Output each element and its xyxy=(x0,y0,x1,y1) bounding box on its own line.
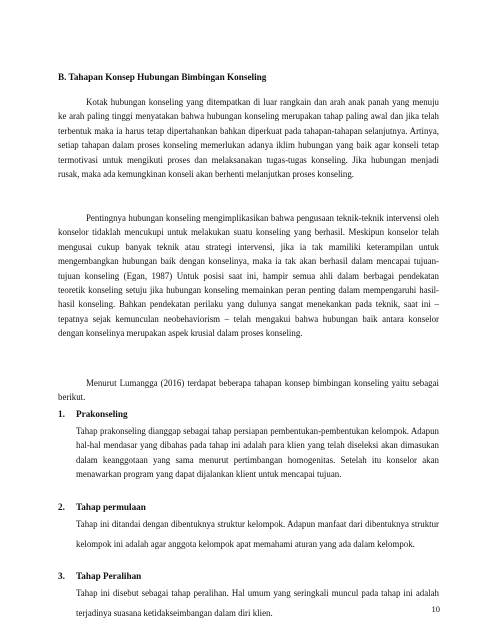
stage-text: Tahap prakonseling dianggap sebagai tahap persiapan pembentukan-pembentukan kelompok. Adapun hal-hal mendasar yang dibahas pada tahap ini adalah para klien yang telah diseleksi akan dimasukan dalam keanggotaan yang sama menurut pertimbangan homogenitas. Setelah itu konselor akan menawarkan program yang dapat dijalankan klient untuk mencapai tujuan. xyxy=(76,426,439,480)
section-heading: B. Tahapan Konsep Hubungan Bimbingan Konseling xyxy=(58,72,267,82)
stage-number: 1. xyxy=(58,409,65,419)
stage-heading xyxy=(58,501,439,513)
stage-title: Tahap Peralihan xyxy=(76,571,142,581)
stage-heading xyxy=(58,570,439,582)
stage-title: Tahap permulaan xyxy=(76,502,146,512)
stage-number: 2. xyxy=(58,502,65,512)
stage-text: Tahap ini ditandai dengan dibentuknya struktur kelompok. Adapun manfaat dari dibentuknya struktur kelompok ini adalah agar anggota kelompok apat memahami aturan yang ada dalam kelompok. xyxy=(76,519,439,549)
stage-heading xyxy=(58,408,439,420)
stage-1 xyxy=(58,408,439,482)
stage-title: Prakonseling xyxy=(76,409,128,419)
paragraph-1 xyxy=(58,95,439,181)
paragraph-2 xyxy=(58,211,439,341)
page-number: 10 xyxy=(431,604,440,614)
stage-number: 3. xyxy=(58,571,65,581)
stage-3 xyxy=(58,570,439,623)
paragraph-3 xyxy=(58,376,439,405)
paragraph-text: Kotak hubungan konseling yang ditempatkan di luar rangkain dan arah anak panah yang menuju ke arah paling tinggi menyatakan bahwa hubungan konseling merupakan tahap paling awal dan jika telah terbentuk maka ia harus tetap dipertahankan bahkan diperkuat pada tahapan-tahapan selanjutnya. Artinya, setiap tahapan dalam proses konseling memerlukan adanya iklim hubungan yang baik agar konseli tetap termotivasi untuk mengikuti proses dan melaksanakan tugas-tugas konseling. Jika hubungan menjadi rusak, maka ada kemungkinan konseli akan berhenti melanjutkan proses konseling. xyxy=(58,97,439,180)
paragraph-text: Menurut Lumangga (2016) terdapat beberapa tahapan konsep bimbingan konseling yaitu sebagai berikut. xyxy=(58,378,439,403)
paragraph-text: Pentingnya hubungan konseling mengimplikasikan bahwa pengusaan teknik-teknik intervensi oleh konselor tidaklah mencukupi untuk melakukan suatu konseling yang berhasil. Meskipun konselor telah mengusai cukup banyak teknik atau strategi intervensi, jika ia tak mamiliki keterampilan untuk mengembangkan hubungan baik dengan konselinya, maka ia tak akan berhasil dalam mencapai tujuan-tujuan konseling (Egan, 1987) Untuk posisi saat ini, hampir semua ahli dalam berbagai pendekatan teoretik konseling setuju jika hubungan konseling memainkan peran penting dalam mempengaruhi hasil-hasil konseling. Bahkan pendekatan perilaku yang dulunya sangat menekankan pada teknik, saat ini – tepatnya sejak kemunculan neobehaviorism – telah mengakui bahwa hubungan baik antara konselor dengan konselinya merupakan aspek krusial dalam proses konseling. xyxy=(58,213,439,339)
stage-2 xyxy=(58,501,439,554)
stage-text: Tahap ini disebut sebagai tahap peralihan. Hal umum yang seringkali muncul pada tahap ini adalah terjadinya suasana ketidakseimbangan dalam diri klien. xyxy=(76,588,439,618)
